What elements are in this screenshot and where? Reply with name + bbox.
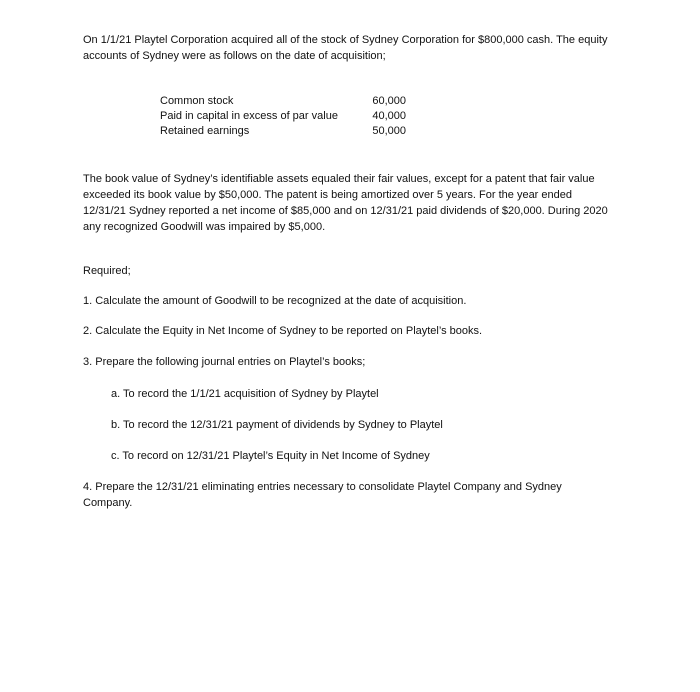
requirement-2: 2. Calculate the Equity in Net Income of Sydney to be reported on Playtel’s books. xyxy=(83,325,483,337)
book-value-paragraph: The book value of Sydney’s identifiable assets equaled their fair values, except for a patent that fair value exceeded its book value by $50,000. The patent is being amortized over 5 years. For the year ended 12/31/21 Sydney reported a net income of $85,000 and on 12/31/21 paid dividends of $20,000. During 2020 any recognized Goodwill was impaired by $5,000. xyxy=(83,173,608,233)
table-row xyxy=(160,109,406,124)
table-row xyxy=(160,94,406,109)
account-value: 40,000 xyxy=(372,110,406,122)
requirement-1: 1. Calculate the amount of Goodwill to be recognized at the date of acquisition. xyxy=(83,295,467,307)
requirement-3a: a. To record the 1/1/21 acquisition of Sydney by Playtel xyxy=(111,388,379,400)
requirement-3: 3. Prepare the following journal entries on Playtel’s books; xyxy=(83,356,366,368)
account-value: 50,000 xyxy=(372,125,406,137)
requirement-3b: b. To record the 12/31/21 payment of dividends by Sydney to Playtel xyxy=(111,419,443,431)
account-label: Retained earnings xyxy=(160,125,250,137)
required-heading: Required; xyxy=(83,265,131,277)
requirement-3c: c. To record on 12/31/21 Playtel’s Equity in Net Income of Sydney xyxy=(111,450,430,462)
requirement-4: 4. Prepare the 12/31/21 eliminating entries necessary to consolidate Playtel Company and Sydney Company. xyxy=(83,481,562,509)
account-value: 60,000 xyxy=(372,95,406,107)
intro-paragraph: On 1/1/21 Playtel Corporation acquired all of the stock of Sydney Corporation for $800,000 cash. The equity accounts of Sydney were as follows on the date of acquisition; xyxy=(83,34,608,62)
equity-accounts-table xyxy=(160,94,406,139)
account-label: Common stock xyxy=(160,95,234,107)
table-row xyxy=(160,124,406,139)
account-label: Paid in capital in excess of par value xyxy=(160,110,338,122)
